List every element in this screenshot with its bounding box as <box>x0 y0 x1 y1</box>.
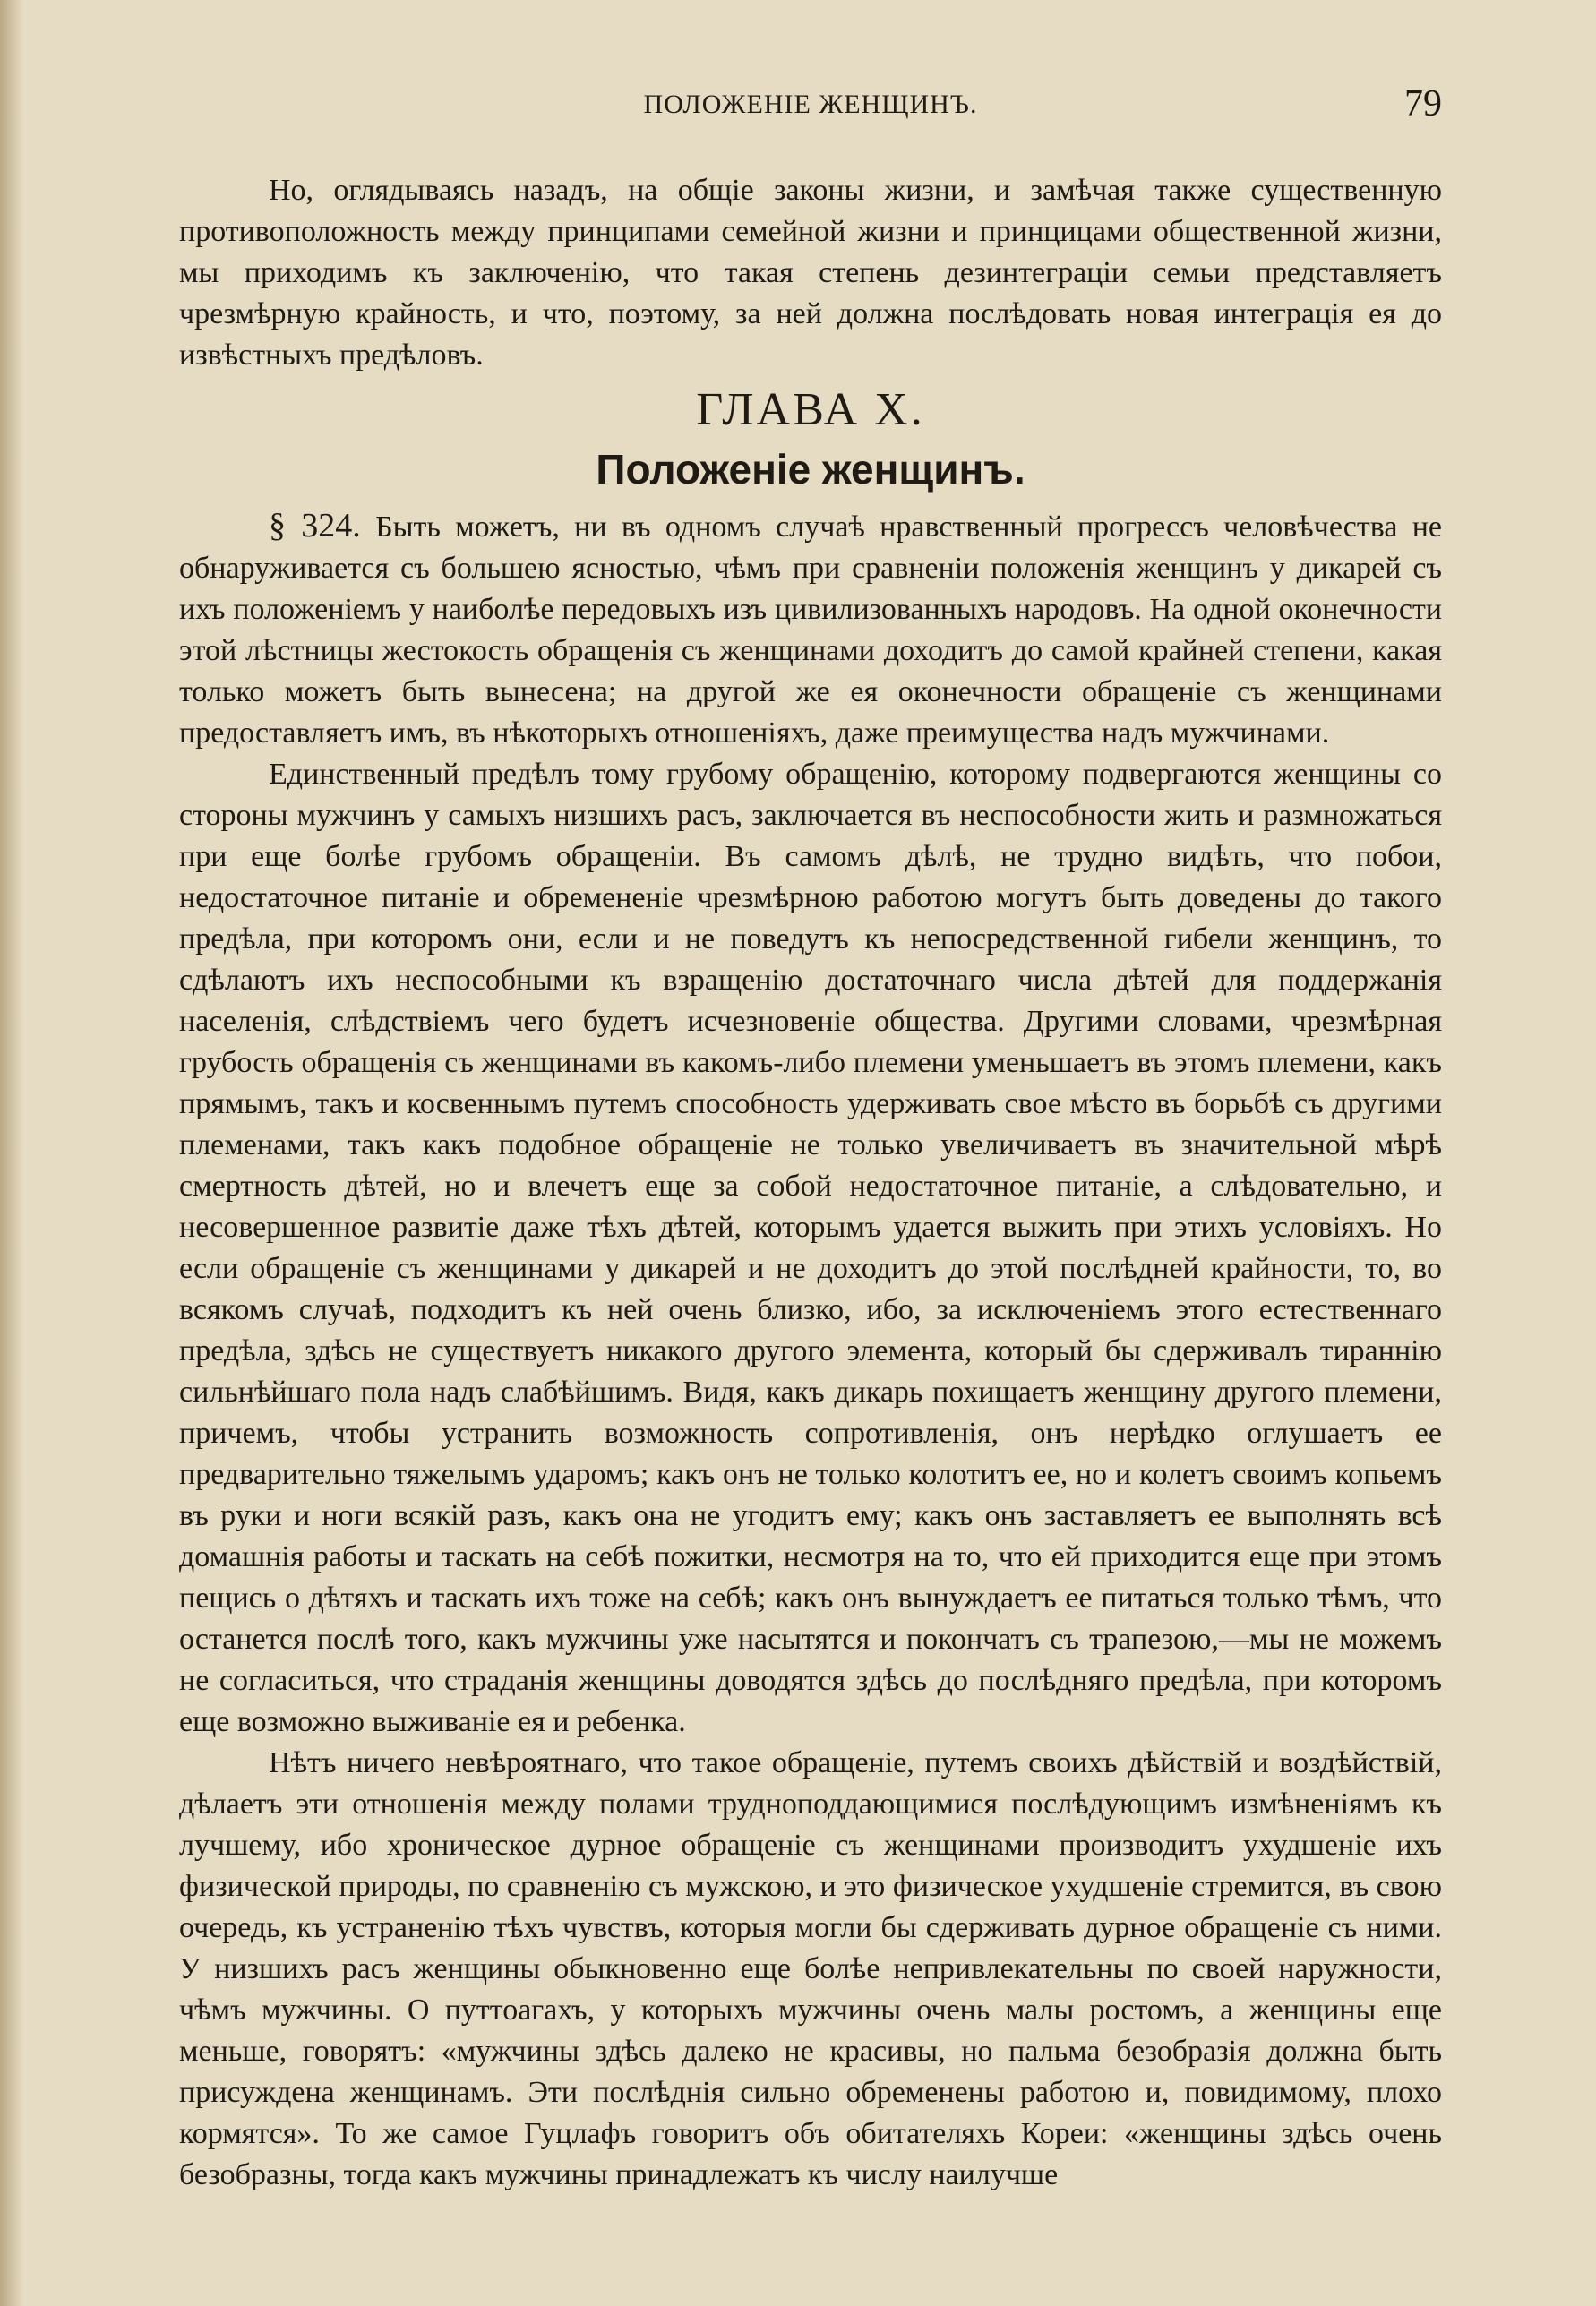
running-title: ПОЛОЖЕНІЕ ЖЕНЩИНЪ. <box>643 90 978 119</box>
chapter-title: ГЛАВА X. <box>696 384 925 435</box>
page-header <box>179 83 1442 134</box>
section-paragraph <box>179 505 1442 754</box>
chapter-subtitle: Положеніе женщинъ. <box>596 446 1025 493</box>
body-paragraph: Единственный предѣлъ тому грубому обращенію, которому подвергаются женщины со стороны мужчинъ у самыхъ низшихъ расъ, заключается въ неспособности жить и размножаться при еще болѣе грубомъ обращеніи. Въ самомъ дѣлѣ, не трудно видѣть, что побои, недостаточное питаніе и обремененіе чрезмѣрною работою могутъ быть доведены до такого предѣла, при которомъ они, если и не поведутъ къ непосредственной гибели женщинъ, то сдѣлаютъ ихъ неспособными къ взращенію достаточнаго числа дѣтей для поддержанія населенія, слѣдствіемъ чего будетъ исчезновеніе общества. Другими словами, чрезмѣрная грубость обращенія съ женщинами въ какомъ-либо племени уменьшаетъ въ этомъ племени, какъ прямымъ, такъ и косвеннымъ путемъ способность удерживать свое мѣсто въ борьбѣ съ другими племенами, такъ какъ подобное обращеніе не только увеличиваетъ въ значительной мѣрѣ смертность дѣтей, но и влечетъ еще за собой недостаточное питаніе, а слѣдовательно, и несовершенное развитіе даже тѣхъ дѣтей, которымъ удается выжить при этихъ условіяхъ. Но если обращеніе съ женщинами у дикарей и не доходитъ до этой послѣдней крайности, то, во всякомъ случаѣ, подходитъ къ ней очень близко, ибо, за исключеніемъ этого естественнаго предѣла, здѣсь не существуетъ никакого другого элемента, который бы сдерживалъ тираннію сильнѣйшаго пола надъ слабѣйшимъ. Видя, какъ дикарь похищаетъ женщину другого племени, причемъ, чтобы устранить возможность сопротивленія, онъ нерѣдко оглушаетъ ее предварительно тяжелымъ ударомъ; какъ онъ не только колотитъ ее, но и колетъ своимъ копьемъ въ руки и ноги всякій разъ, какъ она не угодитъ ему; какъ онъ заставляетъ ее выполнять всѣ домашнія работы и таскать на себѣ пожитки, несмотря на то, что ей приходится еще при этомъ пещись о дѣтяхъ и таскать ихъ тоже на себѣ; какъ онъ вынуждаетъ ее питаться только тѣмъ, что останется послѣ того, какъ мужчины уже насытятся и покончатъ съ трапезою,—мы не можемъ не согласиться, что страданія женщины доводятся здѣсь до послѣдняго предѣла, при которомъ еще возможно выживаніе ея и ребенка. <box>179 758 1442 1738</box>
intro-paragraph: Но, оглядываясь назадъ, на общіе законы жизни, и замѣчая также существенную противоположность между принципами семейной жизни и принцицами общественной жизни, мы приходимъ къ заключенію, что такая степень дезинтеграціи семьи представляетъ чрезмѣрную крайность, и что, поэтому, за ней должна послѣдовать новая интеграція ея до извѣстныхъ предѣловъ. <box>179 174 1442 372</box>
section-first-paragraph: Быть можетъ, ни въ одномъ случаѣ нравственный прогрессъ человѣчества не обнаруживается съ большею ясностью, чѣмъ при сравненіи положенія женщинъ у дикарей съ ихъ положеніемъ у наиболѣе передовыхъ изъ цивилизованныхъ народовъ. На одной оконечности этой лѣстницы жестокость обращенія съ женщинами доходитъ до самой крайней степени, какая только можетъ быть вынесена; на другой же ея оконечности обращеніе съ женщинами предоставляетъ имъ, въ нѣкоторыхъ отношеніяхъ, даже преимущества надъ мужчинами. <box>179 510 1442 750</box>
page-number: 79 <box>1404 83 1442 124</box>
body-paragraph: Нѣтъ ничего невѣроятнаго, что такое обращеніе, путемъ своихъ дѣйствій и воздѣйствій, дѣлаетъ эти отношенія между полами трудноподдающимися послѣдующимъ измѣненіямъ къ лучшему, ибо хроническое дурное обращеніе съ женщинами производитъ ухудшеніе ихъ физической природы, по сравненію съ мужскою, и это физическое ухудшеніе стремится, въ свою очередь, къ устраненію тѣхъ чувствъ, которыя могли бы сдерживать дурное обращеніе съ ними. У низшихъ расъ женщины обыкновенно еще болѣе непривлекательны по своей наружности, чѣмъ мужчины. О путтоагахъ, у которыхъ мужчины очень малы ростомъ, а женщины еще меньше, говорятъ: «мужчины здѣсь далеко не красивы, но пальма безобразія должна быть присуждена женщинамъ. Эти послѣднія сильно обременены работою и, повидимому, плохо кормятся». То же самое Гуцлафъ говоритъ объ обитателяхъ Кореи: «женщины здѣсь очень безобразны, тогда какъ мужчины принадлежатъ къ числу наилучше <box>179 1746 1442 2191</box>
section-number: § 324. <box>269 507 361 544</box>
page-body <box>179 170 1442 2196</box>
